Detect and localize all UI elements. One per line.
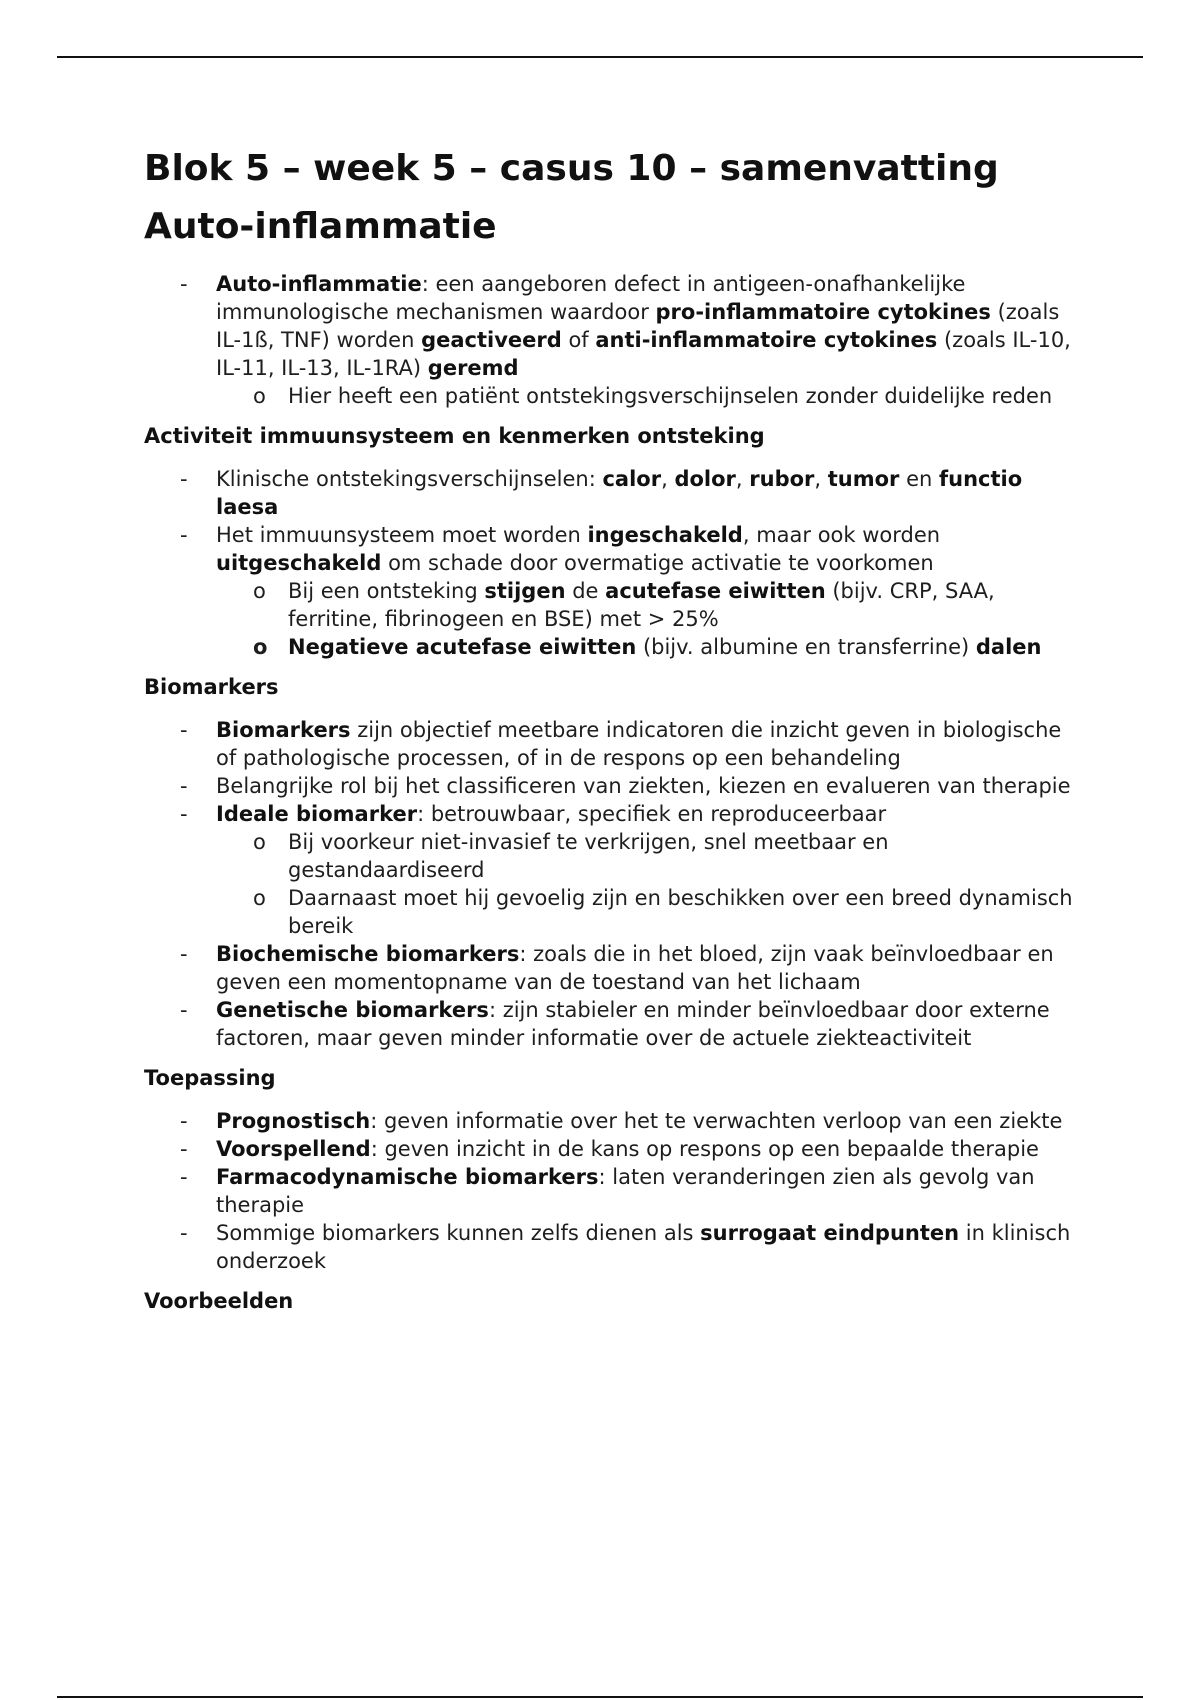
toepassing-list [144, 1107, 1074, 1275]
list-item: - Ideale biomarker: betrouwbaar, specifiek en reproduceerbaar [144, 800, 1074, 828]
section-heading-toepassing: Toepassing [144, 1066, 276, 1090]
list-item: - Belangrijke rol bij het classificeren van ziekten, kiezen en evalueren van therapie [144, 772, 1074, 800]
list-item: - Biomarkers zijn objectief meetbare indicatoren die inzicht geven in biologische of pathologische processen, of in de respons op een behandeling [144, 716, 1074, 772]
section-heading-biomarkers: Biomarkers [144, 675, 279, 699]
top-rule [57, 56, 1143, 58]
list-item: - Prognostisch: geven informatie over het te verwachten verloop van een ziekte [144, 1107, 1074, 1135]
list-item: - Biochemische biomarkers: zoals die in het bloed, zijn vaak beïnvloedbaar en geven een momentopname van de toestand van het lichaam [144, 940, 1074, 996]
sub-list-item: o Daarnaast moet hij gevoelig zijn en beschikken over een breed dynamisch bereik [144, 884, 1074, 940]
list-item: - Genetische biomarkers: zijn stabieler en minder beïnvloedbaar door externe factoren, maar geven minder informatie over de actuele ziekteactiviteit [144, 996, 1074, 1052]
bottom-rule [57, 1696, 1143, 1698]
section-heading-voorbeelden: Voorbeelden [144, 1289, 294, 1313]
sub-list-item: o Hier heeft een patiënt ontstekingsverschijnselen zonder duidelijke reden [144, 382, 1074, 410]
document-body [144, 140, 1074, 1315]
list-item: - Voorspellend: geven inzicht in de kans op respons op een bepaalde therapie [144, 1135, 1074, 1163]
document-title: Blok 5 – week 5 – casus 10 – samenvatting [144, 148, 999, 189]
list-item: - Het immuunsysteem moet worden ingeschakeld, maar ook worden uitgeschakeld om schade door overmatige activatie te voorkomen [144, 521, 1074, 577]
document-subtitle: Auto-inflammatie [144, 206, 497, 247]
sub-list-item: o Bij een ontsteking stijgen de acutefase eiwitten (bijv. CRP, SAA, ferritine, fibrinogeen en BSE) met > 25% [144, 577, 1074, 633]
intro-list [144, 270, 1074, 410]
list-item: - Sommige biomarkers kunnen zelfs dienen als surrogaat eindpunten in klinisch onderzoek [144, 1219, 1074, 1275]
sub-list-item: o Negatieve acutefase eiwitten (bijv. albumine en transferrine) dalen [144, 633, 1074, 661]
list-item: - Auto-inflammatie: een aangeboren defect in antigeen-onafhankelijke immunologische mechanismen waardoor pro-inflammatoire cytokines (zoals IL-1ß, TNF) worden geactiveerd of anti-inflammatoire cytokines (zoals IL-10, IL-11, IL-13, IL-1RA) geremd [144, 270, 1074, 382]
list-item: - Farmacodynamische biomarkers: laten veranderingen zien als gevolg van therapie [144, 1163, 1074, 1219]
activiteit-list [144, 465, 1074, 661]
section-heading-activiteit: Activiteit immuunsysteem en kenmerken ontsteking [144, 424, 765, 448]
list-item: - Klinische ontstekingsverschijnselen: calor, dolor, rubor, tumor en functio laesa [144, 465, 1074, 521]
biomarkers-list [144, 716, 1074, 1052]
sub-list-item: o Bij voorkeur niet-invasief te verkrijgen, snel meetbaar en gestandaardiseerd [144, 828, 1074, 884]
